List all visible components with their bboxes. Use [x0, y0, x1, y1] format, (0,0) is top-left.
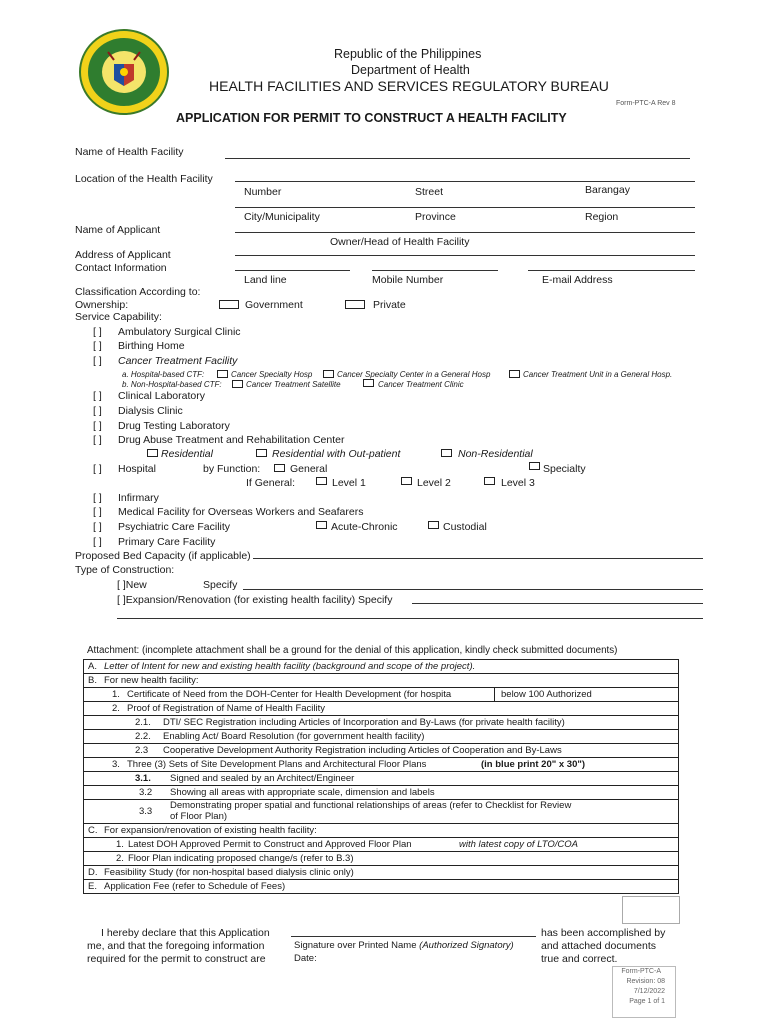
- table-row[interactable]: [84, 688, 678, 702]
- checkbox-residential[interactable]: [147, 449, 158, 457]
- declaration-l2: me, and that the foregoing information: [87, 940, 265, 952]
- table-row[interactable]: [84, 800, 678, 824]
- bracket-birthing[interactable]: [ ]: [93, 340, 102, 352]
- label-cancer-b: b. Non-Hospital-based CTF:: [122, 380, 222, 389]
- label-barangay: Barangay: [585, 184, 630, 196]
- label-by-function: by Function:: [203, 463, 261, 475]
- bracket-cancer[interactable]: [ ]: [93, 355, 102, 367]
- label-private: Private: [373, 299, 406, 311]
- checkbox-cancer-treatment-unit[interactable]: [509, 370, 520, 378]
- label-bed-capacity: Proposed Bed Capacity (if applicable): [75, 550, 251, 562]
- label-region: Region: [585, 211, 619, 223]
- label-facility-name: Name of Health Facility: [75, 146, 184, 158]
- input-expansion-specify[interactable]: [412, 603, 703, 604]
- input-expansion-line2[interactable]: [117, 618, 703, 619]
- declaration-r1: has been accomplished by: [541, 927, 666, 939]
- label-psychiatric: Psychiatric Care Facility: [118, 521, 231, 533]
- row-text: Certificate of Need from the DOH-Center for Health Development (for hospita: [127, 689, 452, 700]
- label-hospital: Hospital: [118, 463, 156, 475]
- row-number: 1.: [112, 689, 120, 700]
- bracket-medical-ofw[interactable]: [ ]: [93, 506, 102, 518]
- row-text: Showing all areas with appropriate scale, dimension and labels: [170, 787, 435, 798]
- label-address: Address of Applicant: [75, 249, 171, 261]
- table-row[interactable]: [84, 824, 678, 838]
- input-bed-capacity[interactable]: [253, 558, 703, 559]
- bracket-dialysis[interactable]: [ ]: [93, 405, 102, 417]
- checkbox-government[interactable]: [219, 300, 239, 309]
- row-letter: E.: [88, 881, 97, 892]
- row-text: Application Fee (refer to Schedule of Fees): [104, 881, 286, 892]
- table-row[interactable]: [84, 758, 678, 772]
- label-birthing: Birthing Home: [118, 340, 185, 352]
- table-row[interactable]: [84, 852, 678, 866]
- label-service-capability: Service Capability:: [75, 311, 162, 323]
- label-applicant: Name of Applicant: [75, 224, 161, 236]
- label-number: Number: [244, 186, 282, 198]
- bracket-primary-care[interactable]: [ ]: [93, 536, 102, 548]
- row-letter: C.: [88, 825, 98, 836]
- label-email: E-mail Address: [542, 274, 613, 286]
- row-text: Feasibility Study (for non-hospital based dialysis clinic only): [104, 867, 354, 878]
- bracket-hospital[interactable]: [ ]: [93, 463, 102, 475]
- input-new-specify[interactable]: [243, 589, 703, 590]
- label-owner: Owner/Head of Health Facility: [330, 236, 470, 248]
- form-title: APPLICATION FOR PERMIT TO CONSTRUCT A HEALTH FACILITY: [176, 111, 567, 125]
- label-residential: Residential: [161, 448, 213, 460]
- row-text: Floor Plan indicating proposed change/s (refer to B.3): [128, 853, 354, 864]
- table-row[interactable]: [84, 702, 678, 716]
- label-signature: [294, 940, 514, 951]
- row-text: For new health facility:: [104, 675, 199, 686]
- row-text: DTI/ SEC Registration including Articles of Incorporation and By-Laws (for private health facility): [163, 717, 565, 728]
- checkbox-cancer-specialty-hosp[interactable]: [217, 370, 228, 378]
- footer-page: Page 1 of 1: [629, 998, 665, 1005]
- label-ambulatory: Ambulatory Surgical Clinic: [118, 326, 241, 338]
- table-row[interactable]: [84, 880, 678, 894]
- footer-box: [612, 966, 676, 1018]
- row-number: 2.3: [135, 745, 149, 756]
- checkbox-non-residential[interactable]: [441, 449, 452, 457]
- label-drug-testing: Drug Testing Laboratory: [118, 420, 230, 432]
- label-contact: Contact Information: [75, 262, 167, 274]
- label-signature-role: (Authorized Signatory): [419, 940, 514, 951]
- row-letter: A.: [88, 661, 97, 672]
- row-text: Letter of Intent for new and existing health facility (background and scope of the project).: [104, 661, 476, 672]
- input-facility-name[interactable]: [225, 158, 690, 159]
- row-number: 3.2: [139, 787, 153, 798]
- input-signature[interactable]: [291, 936, 536, 937]
- checkbox-level2[interactable]: [401, 477, 412, 485]
- row-extra: below 100 Authorized: [494, 688, 592, 701]
- row-bold: (in blue print 20" x 30"): [481, 759, 586, 770]
- header-bureau: HEALTH FACILITIES AND SERVICES REGULATORY BUREAU: [209, 78, 609, 94]
- label-cancer-satellite: Cancer Treatment Satellite: [246, 380, 341, 389]
- input-landline[interactable]: [235, 270, 350, 271]
- footer-revision: Revision: 08: [626, 978, 665, 985]
- label-dialysis: Dialysis Clinic: [118, 405, 183, 417]
- footer-form: Form-PTC-A: [621, 968, 661, 975]
- input-mobile[interactable]: [372, 270, 498, 271]
- checkbox-general[interactable]: [274, 464, 285, 472]
- declaration-l1: I hereby declare that this Application: [101, 927, 270, 939]
- label-infirmary: Infirmary: [118, 492, 159, 504]
- bracket-ambulatory[interactable]: [ ]: [93, 326, 102, 338]
- checkbox-cancer-specialty-center[interactable]: [323, 370, 334, 378]
- bracket-drug-testing[interactable]: [ ]: [93, 420, 102, 432]
- table-row[interactable]: [84, 716, 678, 730]
- label-city: City/Municipality: [244, 211, 320, 223]
- label-cancer-a: a. Hospital-based CTF:: [122, 370, 205, 379]
- row-number: 2.1.: [135, 717, 151, 728]
- label-primary-care: Primary Care Facility: [118, 536, 216, 548]
- label-custodial: Custodial: [443, 521, 487, 533]
- declaration-l3: required for the permit to construct are: [87, 953, 266, 965]
- label-classification: Classification According to:: [75, 286, 201, 298]
- row-number: 2.2.: [135, 731, 151, 742]
- declaration-r3: true and correct.: [541, 953, 618, 965]
- option-new[interactable]: [ ]New: [117, 579, 147, 591]
- row-number: 3.3: [139, 806, 153, 817]
- row-text-cont: of Floor Plan): [170, 811, 228, 822]
- checkbox-private[interactable]: [345, 300, 365, 309]
- row-text: Latest DOH Approved Permit to Construct and Approved Floor Plan: [128, 839, 412, 850]
- row-number: 2.: [116, 853, 124, 864]
- row-text: For expansion/renovation of existing health facility:: [104, 825, 317, 836]
- table-row[interactable]: [84, 674, 678, 688]
- label-level1: Level 1: [332, 477, 366, 489]
- label-cancer-treatment-unit: Cancer Treatment Unit in a General Hosp.: [523, 370, 673, 379]
- checkbox-cancer-satellite[interactable]: [232, 380, 243, 388]
- label-non-residential: Non-Residential: [458, 448, 533, 460]
- table-row[interactable]: [84, 744, 678, 758]
- row-text: Enabling Act/ Board Resolution (for government health facility): [163, 731, 425, 742]
- table-row[interactable]: [84, 838, 678, 852]
- label-cancer: Cancer Treatment Facility: [118, 355, 238, 367]
- label-if-general: If General:: [246, 477, 296, 489]
- declaration-r2: and attached documents: [541, 940, 656, 952]
- label-acute-chronic: Acute-Chronic: [331, 521, 398, 533]
- label-drug-abuse: Drug Abuse Treatment and Rehabilitation Center: [118, 434, 345, 446]
- table-row[interactable]: [84, 772, 678, 786]
- label-cancer-clinic: Cancer Treatment Clinic: [378, 380, 464, 389]
- attachment-heading: Attachment: (incomplete attachment shall be a ground for the denial of this application, kindly check submitted documents): [87, 645, 618, 656]
- bracket-clinical-lab[interactable]: [ ]: [93, 390, 102, 402]
- row-italic: with latest copy of LTO/COA: [459, 839, 578, 850]
- row-number: 1.: [116, 839, 124, 850]
- row-number: 2.: [112, 703, 120, 714]
- label-landline: Land line: [244, 274, 287, 286]
- checkbox-res-outpatient[interactable]: [256, 449, 267, 457]
- input-applicant[interactable]: [235, 232, 695, 233]
- header-line2: Department of Health: [351, 63, 470, 77]
- label-ownership: Ownership:: [75, 299, 129, 311]
- label-mobile: Mobile Number: [372, 274, 444, 286]
- label-cancer-specialty-center: Cancer Specialty Center in a General Hosp: [337, 370, 491, 379]
- label-level2: Level 2: [417, 477, 451, 489]
- label-specialty: Specialty: [543, 463, 586, 475]
- form-code: Form-PTC-A Rev 8: [616, 100, 676, 107]
- table-row[interactable]: [84, 866, 678, 880]
- row-text: Proof of Registration of Name of Health Facility: [127, 703, 326, 714]
- input-location[interactable]: [235, 181, 695, 182]
- bracket-drug-abuse[interactable]: [ ]: [93, 434, 102, 446]
- bracket-infirmary[interactable]: [ ]: [93, 492, 102, 504]
- checkbox-custodial[interactable]: [428, 521, 439, 529]
- checkbox-specialty[interactable]: [529, 462, 540, 470]
- checkbox-cancer-clinic[interactable]: [363, 379, 374, 387]
- bracket-psychiatric[interactable]: [ ]: [93, 521, 102, 533]
- row-text: Three (3) Sets of Site Development Plans and Architectural Floor Plans: [127, 759, 427, 770]
- label-res-outpatient: Residential with Out-patient: [272, 448, 401, 460]
- input-email[interactable]: [528, 270, 695, 271]
- label-province: Province: [415, 211, 456, 223]
- doh-seal-logo: [78, 28, 170, 116]
- input-city-line[interactable]: [235, 207, 695, 208]
- table-row[interactable]: [84, 660, 678, 674]
- label-new-specify: Specify: [203, 579, 238, 591]
- row-number: 3.: [112, 759, 120, 770]
- attachment-table: [83, 659, 679, 894]
- label-clinical-lab: Clinical Laboratory: [118, 390, 205, 402]
- label-construction-type: Type of Construction:: [75, 564, 175, 576]
- option-expansion[interactable]: [ ]Expansion/Renovation (for existing health facility) Specify: [117, 594, 393, 606]
- label-medical-ofw: Medical Facility for Overseas Workers and Seafarers: [118, 506, 364, 518]
- footer-date: 7/12/2022: [633, 988, 665, 995]
- label-signature-text: Signature over Printed Name: [294, 940, 417, 951]
- checkbox-level1[interactable]: [316, 477, 327, 485]
- label-cancer-specialty-hosp: Cancer Specialty Hosp: [231, 370, 313, 379]
- fee-amount-box[interactable]: [622, 896, 680, 924]
- row-text: Cooperative Development Authority Registration including Articles of Cooperation and By-Laws: [163, 745, 562, 756]
- header-line1: Republic of the Philippines: [334, 47, 482, 61]
- row-text: Signed and sealed by an Architect/Engineer: [170, 773, 355, 784]
- input-address[interactable]: [235, 255, 695, 256]
- label-level3: Level 3: [501, 477, 535, 489]
- row-number: 3.1.: [135, 773, 151, 784]
- label-general: General: [290, 463, 328, 475]
- label-date: Date:: [294, 953, 317, 964]
- label-street: Street: [415, 186, 444, 198]
- label-government: Government: [245, 299, 303, 311]
- label-location: Location of the Health Facility: [75, 173, 213, 185]
- checkbox-level3[interactable]: [484, 477, 495, 485]
- checkbox-acute-chronic[interactable]: [316, 521, 327, 529]
- table-row[interactable]: [84, 786, 678, 800]
- table-row[interactable]: [84, 730, 678, 744]
- row-text: Demonstrating proper spatial and functional relationships of areas (refer to Checklist for Review: [170, 800, 572, 811]
- row-letter: B.: [88, 675, 97, 686]
- row-letter: D.: [88, 867, 98, 878]
